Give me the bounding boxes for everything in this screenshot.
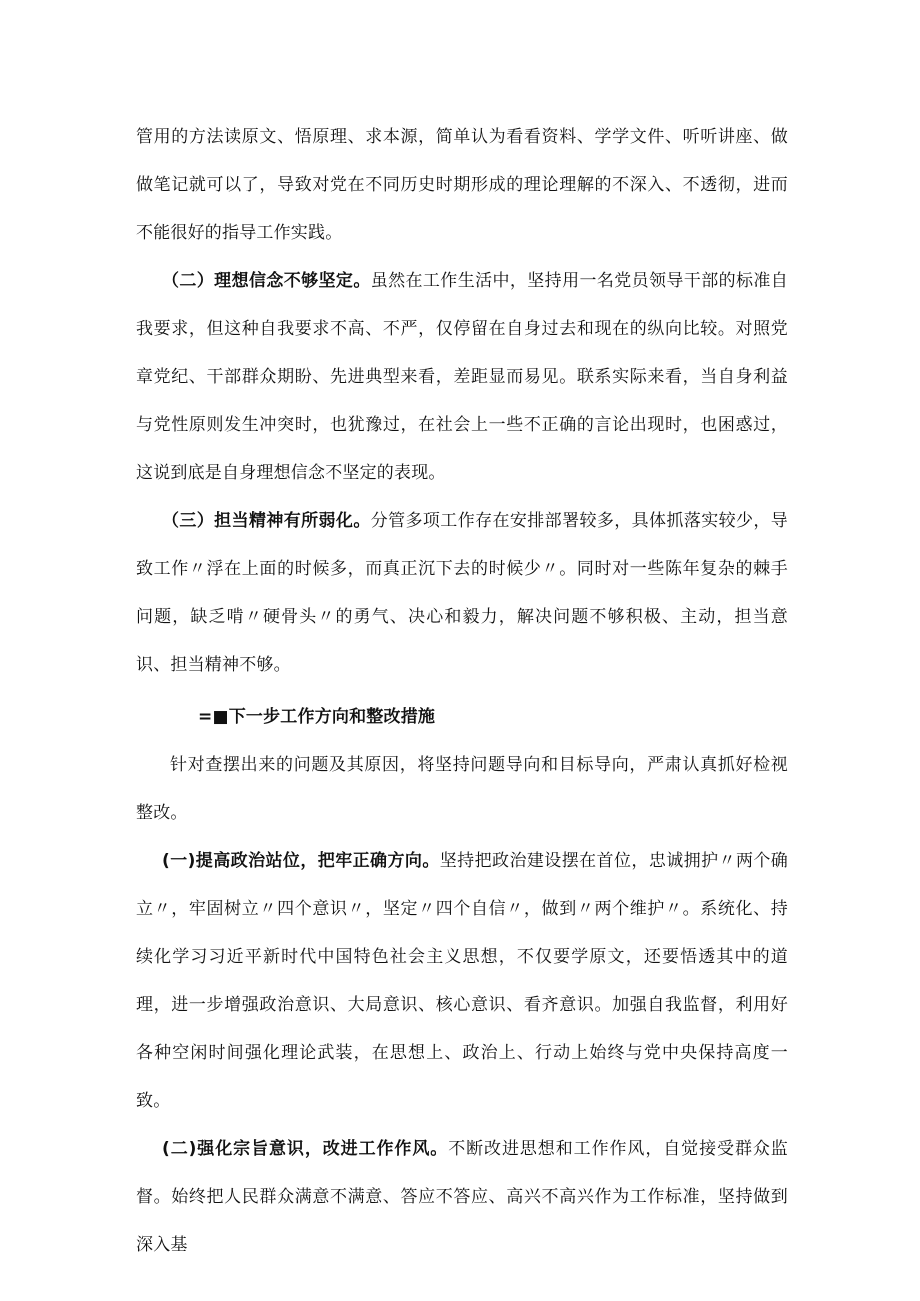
section-title <box>136 693 788 741</box>
paragraph-text: 管用的方法读原文、悟原理、求本源，简单认为看看资料、学学文件、听听讲座、做做笔记就可以了，导致对党在不同历史时期形成的理论理解的不深入、不透彻，进而不能很好的指导工作实践。 <box>136 127 788 243</box>
paragraph-text: 坚持把政治建设摆在首位，忠诚拥护〃两个确立〃，牢固树立〃四个意识〃，坚定〃四个自信〃，做到〃两个维护〃。系统化、持续化学习习近平新时代中国特色社会主义思想，不仅要学原文，还要悟透其中的道理，进一步增强政治意识、大局意识、核心意识、看齐意识。加强自我监督，利用好各种空闲时间强化理论武装，在思想上、政治上、行动上始终与党中央保持高度一致。 <box>136 851 788 1111</box>
paragraph-text: 虽然在工作生活中，坚持用一名党员领导干部的标准自我要求，但这种自我要求不高、不严，仅停留在自身过去和现在的纵向比较。对照党章党纪、干部群众期盼、先进典型来看，差距显而易见。联系实际来看，当自身利益与党性原则发生冲突时，也犹豫过，在社会上一些不正确的言论出现时，也困惑过，这说到底是自身理想信念不坚定的表现。 <box>136 271 788 483</box>
paragraph-heading: （三）担当精神有所弱化。 <box>162 511 371 531</box>
paragraph-text: 不断改进思想和工作作风，自觉接受群众监督。始终把人民群众满意不满意、答应不答应、高兴不高兴作为工作标准，坚持做到深入基 <box>136 1139 788 1255</box>
paragraph-ideals-beliefs <box>136 257 788 497</box>
section-title-text: =■下一步工作方向和整改措施 <box>198 707 436 727</box>
paragraph-text: 分管多项工作存在安排部署较多，具体抓落实较少，导致工作〃浮在上面的时候多，而真正沉下去的时候少〃。同时对一些陈年复杂的棘手问题，缺乏啃〃硬骨头〃的勇气、决心和毅力，解决问题不够积极、主动，担当意识、担当精神不够。 <box>136 511 788 675</box>
paragraph-heading: （二）理想信念不够坚定。 <box>162 271 371 291</box>
paragraph-work-style <box>136 1125 788 1269</box>
paragraph-intro <box>136 741 788 837</box>
document-body <box>136 113 788 1269</box>
paragraph-text: 针对查摆出来的问题及其原因，将坚持问题导向和目标导向，严肃认真抓好检视整改。 <box>136 755 788 823</box>
paragraph-political-stance <box>136 837 788 1125</box>
paragraph-responsibility <box>136 497 788 689</box>
paragraph-heading: (二)强化宗旨意识，改进工作作风。 <box>162 1139 449 1159</box>
paragraph-continuation <box>136 113 788 257</box>
paragraph-heading: (一)提高政治站位，把牢正确方向。 <box>162 851 440 871</box>
